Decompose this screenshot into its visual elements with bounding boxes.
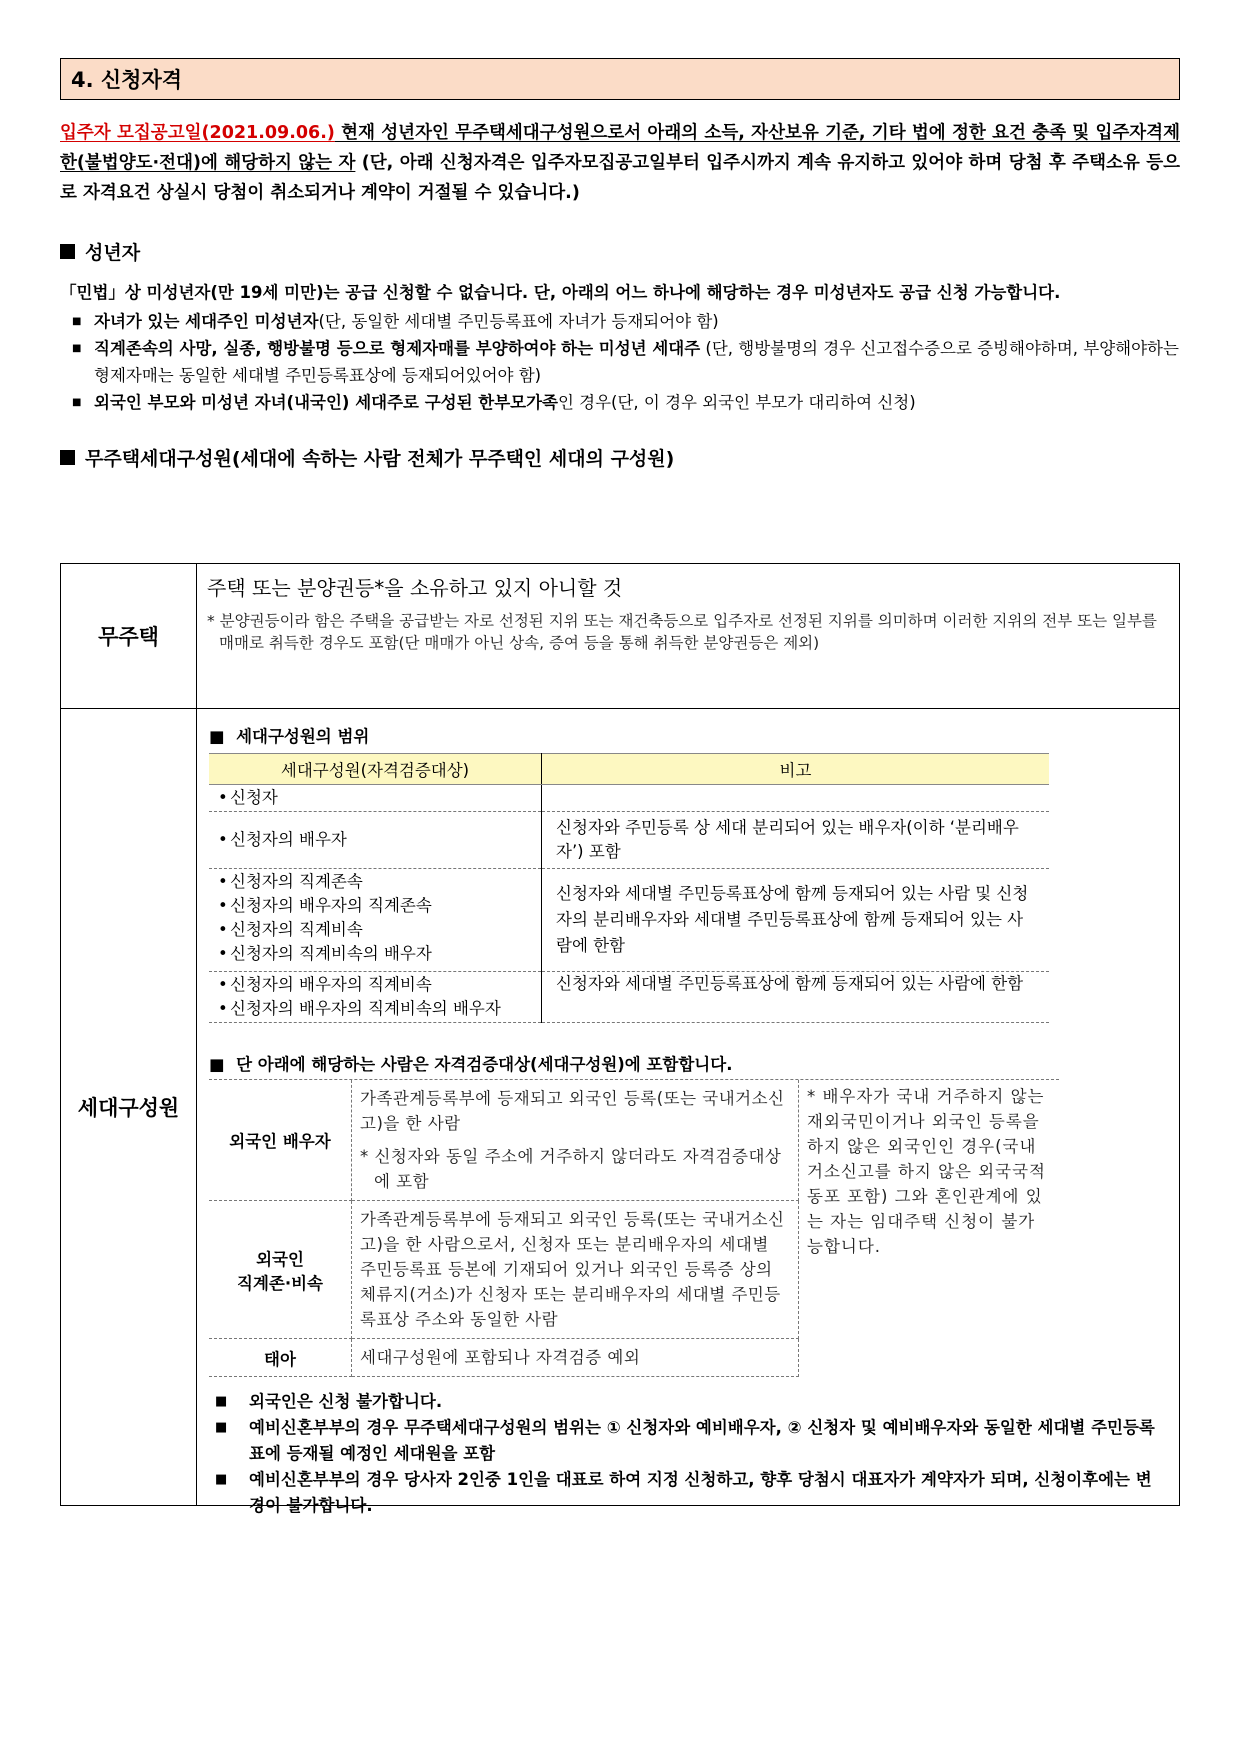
document-page: [60, 58, 1180, 1515]
list-item-bold: 자녀가 있는 세대주인 미성년자: [94, 312, 319, 331]
col-header: 비고: [542, 754, 1050, 785]
no-house-content: [197, 564, 1179, 708]
section-title: 4. 신청자격: [60, 58, 1180, 100]
square-bullet-icon: [60, 244, 75, 259]
scope-heading: ■ 세대구성원의 범위: [209, 727, 370, 746]
members-label: 세대구성원: [61, 709, 197, 1505]
adult-heading-text: 성년자: [85, 242, 141, 264]
foreign-spouse-note: * 신청자와 동일 주소에 거주하지 않더라도 자격검증대상에 포함: [360, 1147, 782, 1191]
no-house-row: [61, 564, 1179, 709]
include-heading-text: 단 아래에 해당하는 사람은 자격검증대상(세대구성원)에 포함합니다.: [236, 1055, 733, 1074]
list-item-rest: (단, 행방불명의 경우 신고접수증으로 증빙해야하며, 부양해야하는 형제자매는 동일한 세대별 주민등록표상에 등재되어있어야 함): [94, 339, 1179, 385]
member-item: • 신청자: [210, 786, 540, 810]
intro-paragraph: [60, 118, 1180, 208]
side-note: * 배우자가 국내 거주하지 않는 재외국민이거나 외국인 등록을 하지 않은 외국인인 경우(국내거소신고를 하지 않은 외국국적동포 포함) 그와 혼인관계에 있는 자는 임대주택 신청이 불가능합니다.: [807, 1087, 1046, 1256]
intro-date: 입주자 모집공고일(2021.09.06.): [60, 123, 335, 143]
member-item: • 신청자의 직계비속의 배우자: [210, 942, 540, 966]
members-content: [197, 709, 1179, 1515]
note-cell: [542, 785, 1050, 812]
include-table: [209, 1080, 1059, 1377]
member-item: • 신청자의 배우자의 직계존속: [210, 894, 540, 918]
list-item: ■ 외국인은 신청 불가합니다.: [215, 1389, 1167, 1415]
members-row: [61, 709, 1179, 1515]
list-item: ■ 예비신혼부부의 경우 무주택세대구성원의 범위는 ① 신청자와 예비배우자, ② 신청자 및 예비배우자와 동일한 세대별 주민등록표에 등재될 예정인 세대원을 포함: [215, 1415, 1167, 1467]
foreign-lineal-label-2: 직계존·비속: [237, 1273, 323, 1293]
member-item: • 신청자의 배우자의 직계비속의 배우자: [210, 997, 540, 1021]
intro-part2: (단, 아래 신청자격은 입주자모집공고일부터 입주시까지 계속 유지하고 있어야 하며 당첨 후 주택소유 등으로 자격요건 상실시 당첨이 취소되거나 계약이 거절될 수 있습니다.): [60, 153, 1180, 203]
member-cell: [209, 869, 542, 972]
foreign-lineal-label-1: 외국인: [256, 1249, 304, 1269]
adult-intro: 「민법」상 미성년자(만 19세 미만)는 공급 신청할 수 없습니다. 단, 아래의 어느 하나에 해당하는 경우 미성년자도 공급 신청 가능합니다.: [60, 283, 1061, 302]
adult-list: [72, 308, 1180, 416]
scope-heading-text: 세대구성원의 범위: [236, 727, 370, 746]
foreign-spouse-cell: [352, 1080, 799, 1201]
household-table: [60, 563, 1180, 1515]
table-row: [209, 812, 1049, 869]
fetus-label: 태아: [209, 1339, 352, 1377]
table-row: [209, 754, 1049, 785]
intro-part1: 현재 성년자인 무주택세대구성원으로서 아래의 소득, 자산보유 기준, 기타 법에 정한 요건 충족 및 입주자격제한(불법양도·전대)에 해당하지 않는 자: [60, 123, 1180, 173]
final-list: [215, 1389, 1167, 1519]
no-house-note: * 분양권등이라 함은 주택을 공급받는 자로 선정된 지위 또는 재건축등으로 입주자로 선정된 지위를 의미하며 이러한 지위의 전부 또는 일부를 매매로 취득한 경우도 포함(단 매매가 아닌 상속, 증여 등을 통해 취득한 분양권등은 제외): [207, 612, 1157, 652]
table-row: [209, 869, 1049, 972]
member-item: • 신청자의 배우자의 직계비속: [210, 973, 540, 997]
household-heading-text: 무주택세대구성원(세대에 속하는 사람 전체가 무주택인 세대의 구성원): [85, 448, 675, 470]
foreign-lineal-text: 가족관계등록부에 등재되고 외국인 등록(또는 국내거소신고)을 한 사람으로서, 신청자 또는 분리배우자의 세대별 주민등록표 등본에 기재되어 있거나 외국인 등록증 상의 체류지(거소)가 신청자 또는 분리배우자의 세대별 주민등록표상 주소와 동일한 사람: [352, 1201, 799, 1339]
household-heading: [60, 444, 1180, 471]
no-house-label: 무주택: [61, 564, 197, 708]
table-row: [209, 972, 1049, 1023]
col-header: 세대구성원(자격검증대상): [209, 754, 542, 785]
list-item-rest: (단, 동일한 세대별 주민등록표에 자녀가 등재되어야 함): [318, 312, 719, 331]
no-house-main: 주택 또는 분양권등*을 소유하고 있지 아니할 것: [207, 576, 623, 600]
include-heading: ■ 단 아래에 해당하는 사람은 자격검증대상(세대구성원)에 포함합니다.: [209, 1051, 1059, 1080]
scope-table: [209, 753, 1049, 1023]
square-bullet-icon: [60, 450, 75, 465]
note-cell: 신청자와 주민등록 상 세대 분리되어 있는 배우자(이하 ‘분리배우자’) 포함: [542, 812, 1050, 869]
list-item-rest: 인 경우(단, 이 경우 외국인 부모가 대리하여 신청): [557, 393, 916, 412]
foreign-spouse-text: 가족관계등록부에 등재되고 외국인 등록(또는 국내거소신고)을 한 사람: [360, 1089, 785, 1133]
member-cell: [209, 785, 542, 812]
foreign-spouse-label: 외국인 배우자: [209, 1080, 352, 1201]
member-cell: [209, 812, 542, 869]
list-item: [72, 335, 1180, 389]
fetus-text: 세대구성원에 포함되나 자격검증 예외: [352, 1339, 799, 1377]
table-row: [209, 1080, 1059, 1201]
member-item: • 신청자의 배우자: [210, 828, 540, 852]
list-item: ■ 예비신혼부부의 경우 당사자 2인중 1인을 대표로 하여 지정 신청하고, 향후 당첨시 대표자가 계약자가 되며, 신청이후에는 변경이 불가합니다.: [215, 1467, 1167, 1519]
member-item: • 신청자의 직계비속: [210, 918, 540, 942]
table-row: [209, 785, 1049, 812]
list-item-bold: 외국인 부모와 미성년 자녀(내국인) 세대주로 구성된 한부모가족: [94, 393, 558, 412]
adult-heading: [60, 238, 1180, 265]
list-item: [72, 389, 1180, 416]
foreign-lineal-label: [209, 1201, 352, 1339]
member-cell: [209, 972, 542, 1023]
note-cell: 신청자와 세대별 주민등록표상에 함께 등재되어 있는 사람에 한함: [542, 972, 1050, 1023]
list-item-bold: 직계존속의 사망, 실종, 행방불명 등으로 형제자매를 부양하여야 하는 미성년 세대주: [94, 339, 701, 358]
note-cell: 신청자와 세대별 주민등록표상에 함께 등재되어 있는 사람 및 신청자의 분리배우자와 세대별 주민등록표상에 함께 등재되어 있는 사람에 한함: [542, 869, 1050, 972]
member-item: • 신청자의 직계존속: [210, 870, 540, 894]
list-item: [72, 308, 1180, 335]
